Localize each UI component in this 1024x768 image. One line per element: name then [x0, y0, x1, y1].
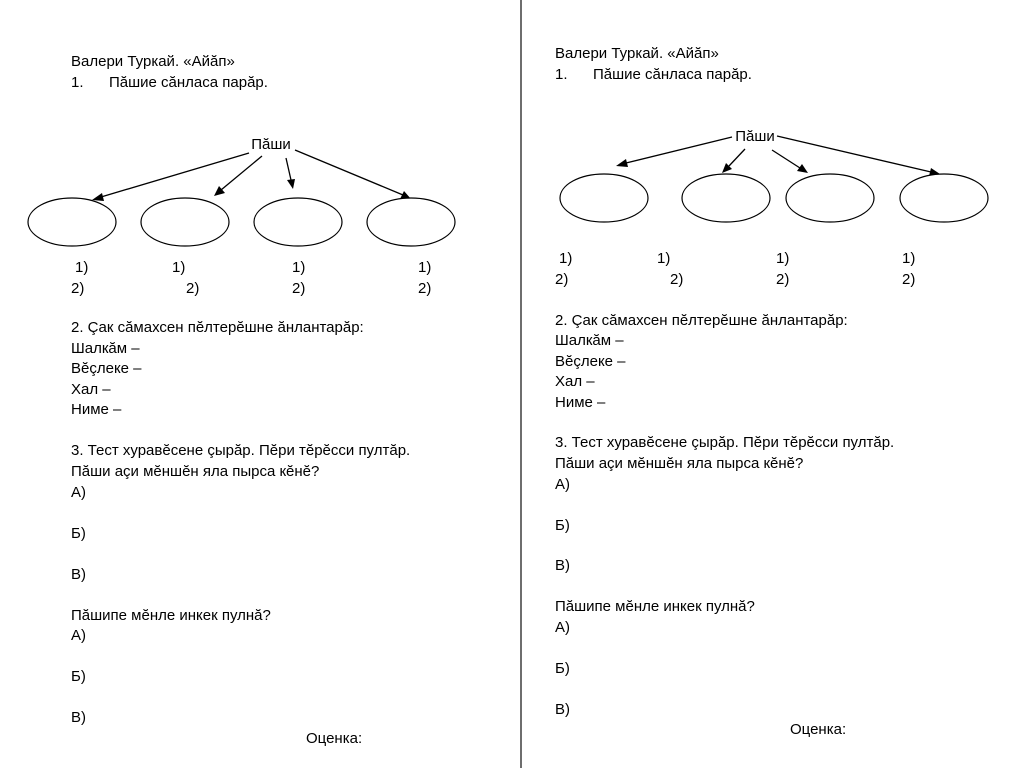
answer-label-3-2: 2) — [776, 271, 790, 288]
task2-prompt: 2. Çак сăмахсен пĕлтерĕшне ăнлантарăр: — [71, 319, 364, 336]
answer-label-1-2: 2) — [71, 280, 85, 297]
q2-option-b: Б) — [71, 668, 86, 685]
center-word: Пăши — [251, 136, 291, 153]
answer-ellipse-3[interactable] — [254, 198, 342, 246]
arrow-3 — [286, 158, 291, 180]
arrow-1 — [101, 153, 249, 197]
answer-ellipse-4[interactable] — [367, 198, 455, 246]
worksheet-right — [523, 0, 1024, 768]
answer-label-1-1: 1) — [559, 250, 573, 267]
worksheet-header: Валери Туркай. «Айăп» — [71, 53, 235, 70]
answer-ellipse-4[interactable] — [900, 174, 988, 222]
task1-text: Пăшие сăнласа парăр. — [109, 74, 268, 91]
answer-ellipse-2[interactable] — [682, 174, 770, 222]
answer-label-2-2: 2) — [186, 280, 200, 297]
task3-prompt: 3. Тест хуравĕсене çырăр. Пĕри тĕрĕсси пултăр. — [71, 442, 411, 459]
q2-option-c: В) — [71, 709, 86, 726]
task3-question-1: Пăши аçи мĕншĕн яла пырса кĕнĕ? — [555, 455, 804, 472]
answer-ellipse-1[interactable] — [560, 174, 648, 222]
task2-word-1: Шалкăм – — [555, 332, 624, 349]
grade-label: Оценка: — [306, 730, 363, 747]
q1-option-a: А) — [555, 476, 570, 493]
q2-option-a: А) — [71, 627, 86, 644]
task2-word-1: Шалкăм – — [71, 340, 140, 357]
task2-word-3: Хал – — [71, 381, 111, 398]
worksheet-header: Валери Туркай. «Айăп» — [555, 45, 719, 62]
answer-label-2-2: 2) — [670, 271, 684, 288]
arrow-head-1 — [92, 193, 104, 201]
arrow-2 — [729, 149, 745, 166]
task2-word-2: Вĕçлеке – — [555, 353, 626, 370]
arrow-1 — [626, 137, 732, 163]
q1-option-c: В) — [555, 557, 570, 574]
answer-ellipse-2[interactable] — [141, 198, 229, 246]
grade-label: Оценка: — [790, 721, 847, 738]
task2-prompt: 2. Çак сăмахсен пĕлтерĕшне ăнлантарăр: — [555, 312, 848, 329]
answer-label-4-1: 1) — [418, 259, 432, 276]
q1-option-b: Б) — [555, 517, 570, 534]
task2-word-3: Хал – — [555, 373, 595, 390]
arrow-3 — [772, 150, 800, 168]
arrow-4 — [777, 136, 931, 172]
center-word: Пăши — [735, 128, 775, 145]
task2-word-4: Ниме – — [555, 394, 606, 411]
task2-word-4: Ниме – — [71, 401, 122, 418]
arrow-head-3 — [287, 179, 295, 189]
arrow-head-3 — [797, 164, 808, 173]
task3-question-2: Пăшипе мĕнле инкек пулнă? — [71, 607, 271, 624]
answer-label-1-2: 2) — [555, 271, 569, 288]
answer-label-1-1: 1) — [75, 259, 89, 276]
answer-label-2-1: 1) — [657, 250, 671, 267]
task3-question-2: Пăшипе мĕнле инкек пулнă? — [555, 598, 755, 615]
q2-option-a: А) — [555, 619, 570, 636]
arrow-head-1 — [616, 159, 628, 167]
answer-ellipse-1[interactable] — [28, 198, 116, 246]
q1-option-a: А) — [71, 484, 86, 501]
answer-label-4-2: 2) — [418, 280, 432, 297]
word-web-diagram — [523, 0, 1024, 240]
task1-number: 1. — [71, 74, 84, 91]
task3-question-1: Пăши аçи мĕншĕн яла пырса кĕнĕ? — [71, 463, 320, 480]
answer-label-3-2: 2) — [292, 280, 306, 297]
answer-label-2-1: 1) — [172, 259, 186, 276]
q1-option-b: Б) — [71, 525, 86, 542]
q2-option-c: В) — [555, 701, 570, 718]
answer-label-4-1: 1) — [902, 250, 916, 267]
task1-text: Пăшие сăнласа парăр. — [593, 66, 752, 83]
task3-prompt: 3. Тест хуравĕсене çырăр. Пĕри тĕрĕсси пултăр. — [555, 434, 895, 451]
answer-label-3-1: 1) — [776, 250, 790, 267]
q2-option-b: Б) — [555, 660, 570, 677]
arrow-4 — [295, 150, 403, 195]
q1-option-c: В) — [71, 566, 86, 583]
answer-ellipse-3[interactable] — [786, 174, 874, 222]
page-divider — [520, 0, 522, 768]
word-web-diagram — [0, 0, 519, 260]
answer-label-4-2: 2) — [902, 271, 916, 288]
arrow-2 — [221, 156, 262, 190]
task1-number: 1. — [555, 66, 568, 83]
task2-word-2: Вĕçлеке – — [71, 360, 142, 377]
answer-label-3-1: 1) — [292, 259, 306, 276]
